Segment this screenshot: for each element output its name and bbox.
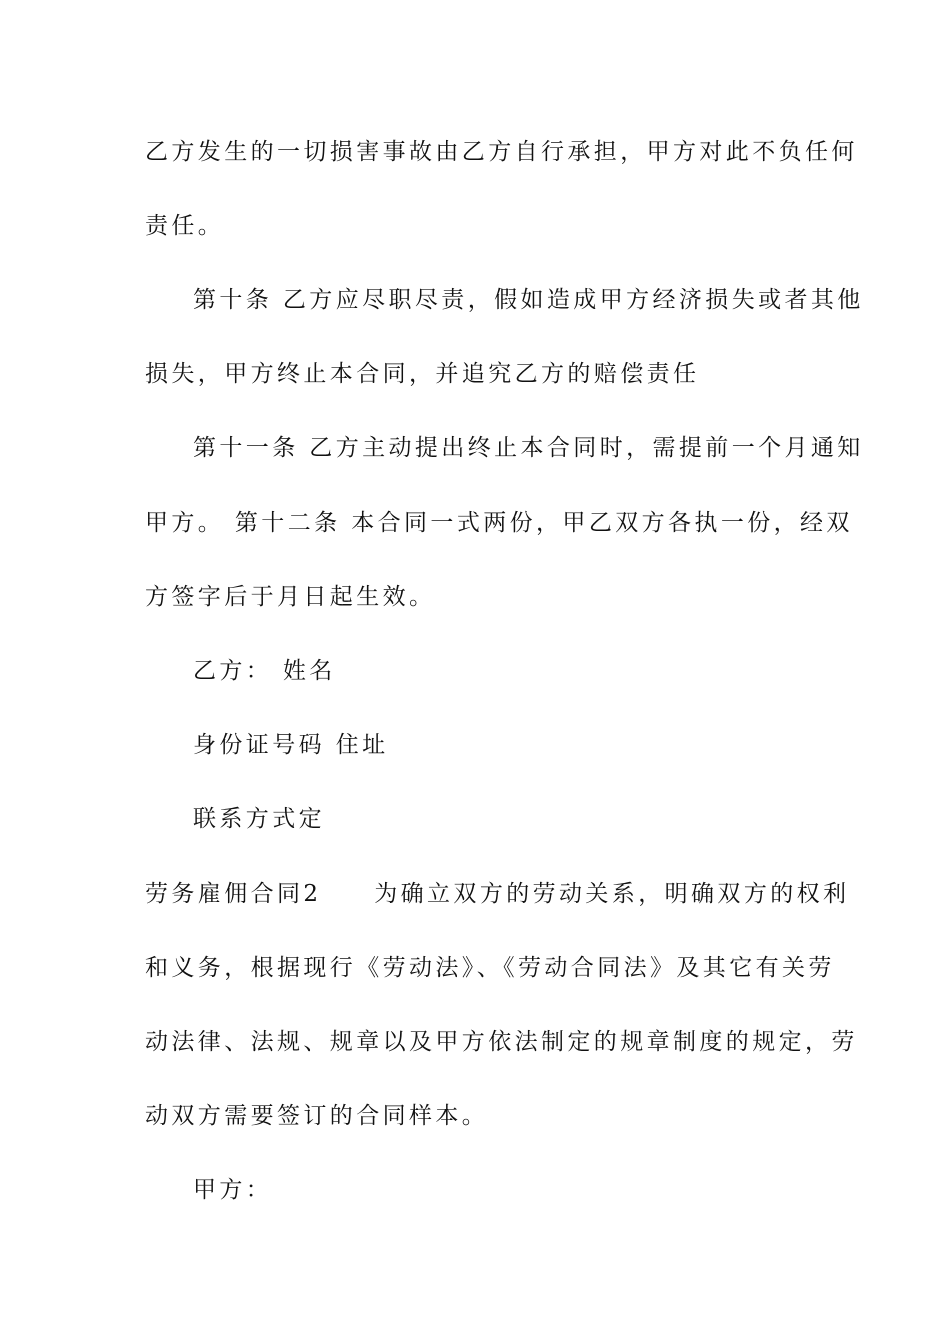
contract-2-heading-line: 劳务雇佣合同2 为确立双方的劳动关系，明确双方的权利 [145, 881, 850, 907]
contact-line: 联系方式定 [193, 806, 325, 832]
paragraph-line: 方签字后于月日起生效。 [145, 584, 436, 610]
paragraph-line: 动双方需要签订的合同样本。 [145, 1103, 489, 1129]
paragraph-line: 和义务，根据现行《劳动法》、《劳动合同法》及其它有关劳 [145, 955, 835, 981]
id-address-line: 身份证号码 住址 [193, 732, 389, 758]
clause-11-line: 第十一条 乙方主动提出终止本合同时，需提前一个月通知 [193, 435, 864, 461]
paragraph-line: 动法律、法规、规章以及甲方依法制定的规章制度的规定，劳 [145, 1029, 858, 1055]
paragraph-line: 责任。 [145, 213, 225, 239]
party-b-name-line: 乙方： 姓名 [193, 658, 336, 684]
party-a-line: 甲方： [193, 1177, 273, 1203]
clause-10-line: 第十条 乙方应尽职尽责，假如造成甲方经济损失或者其他 [193, 287, 864, 313]
paragraph-line: 损失，甲方终止本合同，并追究乙方的赔偿责任 [145, 361, 700, 387]
clause-12-line: 甲方。 第十二条 本合同一式两份，甲乙双方各执一份，经双 [145, 510, 853, 536]
paragraph-line: 乙方发生的一切损害事故由乙方自行承担，甲方对此不负任何 [145, 139, 858, 165]
